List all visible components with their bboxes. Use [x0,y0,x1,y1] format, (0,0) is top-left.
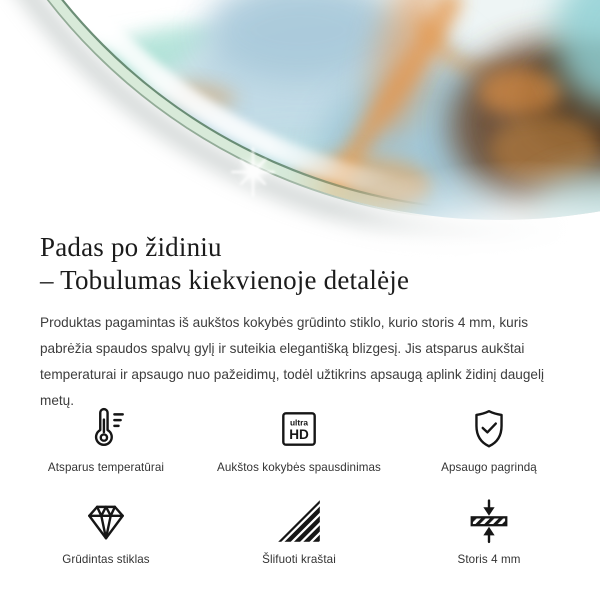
page-title [40,231,567,297]
ultra-hd-icon-text-bottom: HD [289,426,309,442]
feature-polished-edges [196,496,402,566]
feature-label: Šlifuoti kraštai [262,553,336,566]
thermometer-icon [83,406,129,452]
diamond-icon [83,498,129,544]
product-description-section [40,231,567,414]
feature-protects-base [402,404,576,474]
feature-print-quality [196,404,402,474]
ultra-hd-icon-text-top: ultra [289,417,309,428]
feature-label: Aukštos kokybės spausdinimas [217,461,381,474]
feature-tempered-glass [16,496,196,566]
feature-thickness [402,496,576,566]
thickness-icon [466,498,512,544]
ultra-hd-icon [276,406,322,452]
feature-label: Grūdintas stiklas [62,553,150,566]
page-title-line2: – Tobulumas kiekvienoje detalėje [40,265,410,295]
feature-label: Storis 4 mm [457,553,521,566]
feature-temperature-resistant [16,404,196,474]
product-description-text: Produktas pagamintas iš aukštos kokybės grūdinto stiklo, kurio storis 4 mm, kuris pabrėžia spaudos spalvų gylį ir suteikia elegantišką blizgesį. Jis atsparus aukštai temperaturai ir apsaugo nuo pažeidimų, todėl užtikrins apsaugą aplink židinį daugelį metų. [40,315,545,408]
feature-grid [16,404,582,566]
polished-edges-icon [276,498,322,544]
shield-check-icon [466,406,512,452]
feature-label: Apsaugo pagrindą [441,461,537,474]
feature-label: Atsparus temperatūrai [47,461,165,474]
page-title-line1: Padas po židiniu [40,232,222,262]
